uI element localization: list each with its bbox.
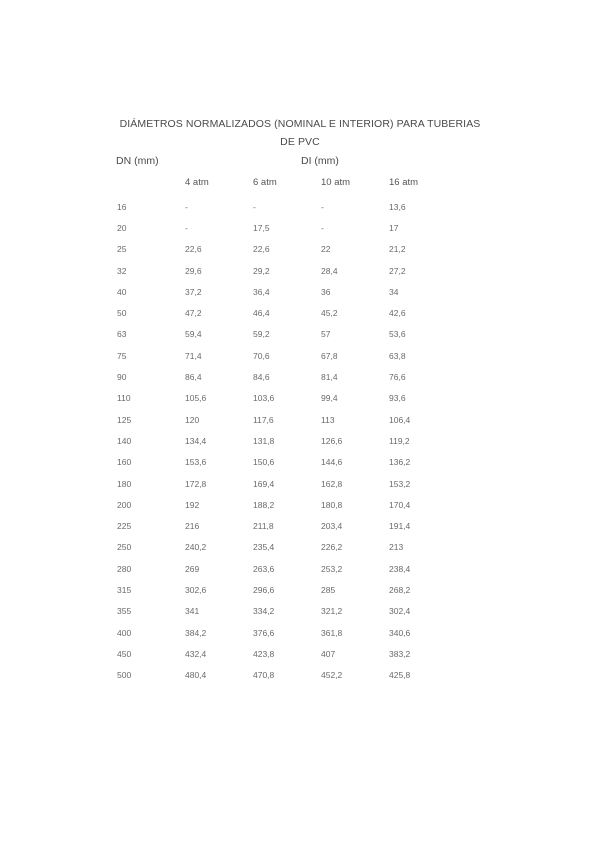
di-6-atm-value: 46,4	[253, 308, 270, 319]
di-6-atm-value: 22,6	[253, 244, 270, 255]
dn-column-header: DN (mm)	[116, 155, 159, 167]
dn-value: 355	[117, 606, 132, 617]
table-row	[117, 473, 449, 494]
di-4-atm-value: 105,6	[185, 393, 207, 404]
di-16-atm-value: 17	[389, 222, 399, 233]
di-16-atm-value: 191,4	[389, 521, 411, 532]
di-10-atm-value: 113	[321, 414, 335, 425]
dn-value: 110	[117, 393, 131, 404]
di-16-atm-value: 153,2	[389, 478, 411, 489]
dn-value: 125	[117, 414, 132, 425]
dn-value: 140	[117, 435, 132, 446]
dn-value: 16	[117, 201, 127, 212]
di-4-atm-value: 134,4	[185, 435, 207, 446]
di-6-atm-value: 423,8	[253, 648, 275, 659]
di-10-atm-value: 407	[321, 648, 336, 659]
dn-value: 20	[117, 222, 127, 233]
di-10-atm-value: 253,2	[321, 563, 343, 574]
dn-value: 500	[117, 670, 132, 681]
dn-value: 400	[117, 627, 132, 638]
di-6-atm-value: 29,2	[253, 265, 270, 276]
di-10-atm-value: 226,2	[321, 542, 343, 553]
di-6-atm-value: 296,6	[253, 584, 275, 595]
dn-value: 50	[117, 308, 127, 319]
dn-value: 32	[117, 265, 127, 276]
table-row	[117, 388, 449, 409]
di-4-atm-value: -	[185, 222, 188, 233]
di-16-atm-value: 34	[389, 286, 399, 297]
dn-value: 75	[117, 350, 127, 361]
table-row	[117, 196, 449, 217]
di-4-atm-value: 341	[185, 606, 200, 617]
dn-value: 90	[117, 372, 127, 383]
table-row	[117, 302, 449, 323]
di-6-atm-value: 117,6	[253, 414, 274, 425]
di-16-atm-value: 27,2	[389, 265, 406, 276]
di-4-atm-value: 432,4	[185, 648, 207, 659]
di-16-atm-value: 106,4	[389, 414, 411, 425]
di-16-atm-value: 268,2	[389, 584, 411, 595]
di-10-atm-value: 57	[321, 329, 331, 340]
di-column-header: DI (mm)	[301, 155, 339, 167]
di-10-atm-value: 67,8	[321, 350, 338, 361]
di-16-atm-value: 76,6	[389, 372, 406, 383]
dn-value: 160	[117, 457, 132, 468]
di-4-atm-value: 240,2	[185, 542, 207, 553]
di-10-atm-value: 99,4	[321, 393, 338, 404]
di-6-atm-value: 59,2	[253, 329, 270, 340]
dn-value: 63	[117, 329, 127, 340]
di-6-atm-value: 103,6	[253, 393, 275, 404]
diameters-table	[117, 196, 449, 686]
di-16-atm-value: 53,6	[389, 329, 406, 340]
di-10-atm-value: 126,6	[321, 435, 343, 446]
dn-value: 225	[117, 521, 132, 532]
di-10-atm-value: 162,8	[321, 478, 343, 489]
di-4-atm-value: 216	[185, 521, 200, 532]
di-6-atm-value: 188,2	[253, 499, 275, 510]
table-row	[117, 537, 449, 558]
di-10-atm-value: 180,8	[321, 499, 343, 510]
di-4-atm-value: 29,6	[185, 265, 202, 276]
di-6-atm-value: 211,8	[253, 521, 274, 532]
pressure-header-6-atm: 6 atm	[253, 177, 277, 188]
di-4-atm-value: 71,4	[185, 350, 202, 361]
di-6-atm-value: 235,4	[253, 542, 275, 553]
di-10-atm-value: 28,4	[321, 265, 338, 276]
di-6-atm-value: 263,6	[253, 563, 275, 574]
pressure-header-4-atm: 4 atm	[185, 177, 209, 188]
dn-value: 25	[117, 244, 127, 255]
di-6-atm-value: 334,2	[253, 606, 275, 617]
table-row	[117, 217, 449, 238]
di-4-atm-value: 22,6	[185, 244, 202, 255]
table-row	[117, 452, 449, 473]
di-6-atm-value: 376,6	[253, 627, 275, 638]
di-10-atm-value: 285	[321, 584, 336, 595]
di-16-atm-value: 238,4	[389, 563, 411, 574]
document-title-line-2: DE PVC	[280, 136, 320, 148]
di-4-atm-value: -	[185, 201, 188, 212]
table-row	[117, 665, 449, 686]
di-4-atm-value: 480,4	[185, 670, 207, 681]
di-4-atm-value: 47,2	[185, 308, 202, 319]
di-6-atm-value: 17,5	[253, 222, 270, 233]
di-10-atm-value: -	[321, 222, 324, 233]
di-4-atm-value: 172,8	[185, 478, 207, 489]
table-row	[117, 409, 449, 430]
di-10-atm-value: 203,4	[321, 521, 343, 532]
di-16-atm-value: 213	[389, 542, 404, 553]
di-16-atm-value: 340,6	[389, 627, 411, 638]
table-row	[117, 622, 449, 643]
di-6-atm-value: 36,4	[253, 286, 270, 297]
table-row	[117, 558, 449, 579]
table-row	[117, 430, 449, 451]
table-row	[117, 281, 449, 302]
di-16-atm-value: 302,4	[389, 606, 411, 617]
table-row	[117, 239, 449, 260]
dn-value: 40	[117, 286, 127, 297]
di-4-atm-value: 153,6	[185, 457, 207, 468]
di-10-atm-value: 22	[321, 244, 331, 255]
table-row	[117, 260, 449, 281]
pressure-header-10-atm: 10 atm	[321, 177, 351, 188]
di-16-atm-value: 93,6	[389, 393, 406, 404]
dn-value: 180	[117, 478, 132, 489]
table-row	[117, 601, 449, 622]
di-4-atm-value: 384,2	[185, 627, 207, 638]
di-4-atm-value: 302,6	[185, 584, 207, 595]
di-16-atm-value: 425,8	[389, 670, 411, 681]
di-10-atm-value: 81,4	[321, 372, 338, 383]
di-16-atm-value: 13,6	[389, 201, 406, 212]
table-row	[117, 345, 449, 366]
di-6-atm-value: 470,8	[253, 670, 275, 681]
di-16-atm-value: 21,2	[389, 244, 406, 255]
di-16-atm-value: 119,2	[389, 435, 410, 446]
table-row	[117, 366, 449, 387]
di-4-atm-value: 37,2	[185, 286, 202, 297]
pressure-header-16-atm: 16 atm	[389, 177, 419, 188]
table-row	[117, 324, 449, 345]
dn-value: 450	[117, 648, 132, 659]
table-row	[117, 515, 449, 536]
diameters-table-body	[117, 196, 449, 686]
di-16-atm-value: 383,2	[389, 648, 411, 659]
di-6-atm-value: 169,4	[253, 478, 275, 489]
document-title-line-1: DIÁMETROS NORMALIZADOS (NOMINAL E INTERIOR) PARA TUBERIAS	[119, 118, 481, 130]
dn-value: 280	[117, 563, 132, 574]
di-10-atm-value: 36	[321, 286, 331, 297]
di-10-atm-value: 361,8	[321, 627, 343, 638]
di-4-atm-value: 192	[185, 499, 200, 510]
di-6-atm-value: 131,8	[253, 435, 275, 446]
di-6-atm-value: 150,6	[253, 457, 275, 468]
di-6-atm-value: 70,6	[253, 350, 270, 361]
table-row	[117, 494, 449, 515]
di-16-atm-value: 63,8	[389, 350, 406, 361]
table-row	[117, 643, 449, 664]
di-10-atm-value: 45,2	[321, 308, 338, 319]
dn-value: 315	[117, 584, 132, 595]
di-10-atm-value: -	[321, 201, 324, 212]
di-4-atm-value: 269	[185, 563, 200, 574]
di-16-atm-value: 136,2	[389, 457, 411, 468]
di-10-atm-value: 144,6	[321, 457, 343, 468]
di-6-atm-value: -	[253, 201, 256, 212]
di-6-atm-value: 84,6	[253, 372, 270, 383]
di-16-atm-value: 42,6	[389, 308, 406, 319]
dn-value: 250	[117, 542, 132, 553]
table-row	[117, 579, 449, 600]
di-10-atm-value: 452,2	[321, 670, 343, 681]
di-16-atm-value: 170,4	[389, 499, 411, 510]
di-4-atm-value: 86,4	[185, 372, 202, 383]
di-4-atm-value: 120	[185, 414, 200, 425]
dn-value: 200	[117, 499, 132, 510]
di-10-atm-value: 321,2	[321, 606, 343, 617]
di-4-atm-value: 59,4	[185, 329, 202, 340]
